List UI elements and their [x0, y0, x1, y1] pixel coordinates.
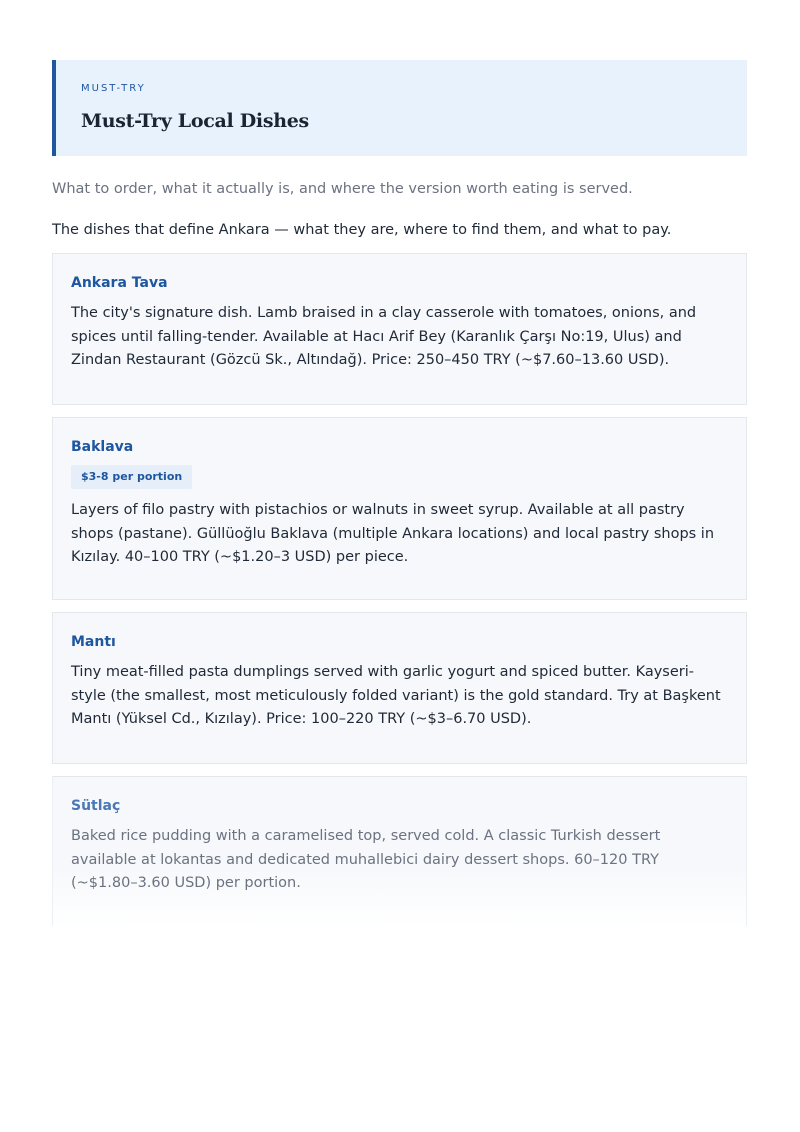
dish-card-baklava — [52, 417, 747, 600]
dish-card-sutlac — [52, 776, 747, 926]
page-title: Must-Try Local Dishes — [81, 110, 309, 132]
price-badge: $3-8 per portion — [71, 465, 192, 489]
dish-name: Ankara Tava — [71, 275, 168, 291]
section-header — [52, 60, 747, 156]
page-subtitle: What to order, what it actually is, and where the version worth eating is served. — [52, 181, 633, 197]
section-kicker: MUST-TRY — [81, 83, 146, 94]
dish-card-manti — [52, 612, 747, 764]
dish-card-ankara-tava — [52, 253, 747, 405]
page — [52, 60, 747, 240]
dish-description: Baked rice pudding with a caramelised top, served cold. A classic Turkish dessert available at lokantas and dedicated muhallebici dairy dessert shops. 60–120 TRY (~$1.80–3.60 USD) per portion. — [71, 828, 661, 891]
intro-text: The dishes that define Ankara — what they are, where to find them, and what to pay. — [52, 222, 672, 238]
dish-name: Mantı — [71, 634, 116, 650]
dish-name: Baklava — [71, 439, 134, 455]
dish-description: The city's signature dish. Lamb braised in a clay casserole with tomatoes, onions, and spices until falling-tender. Available at Hacı Arif Bey (Karanlık Çarşı No:19, Ulus) and Zindan Restaurant (Gözcü Sk., Altındağ). Price: 250–450 TRY (~$7.60–13.60 USD). — [71, 305, 697, 368]
dish-name: Sütlaç — [71, 798, 121, 814]
dish-description: Layers of filo pastry with pistachios or walnuts in sweet syrup. Available at all pastry shops (pastane). Güllüoğlu Baklava (multiple Ankara locations) and local pastry shops in Kızılay. 40–100 TRY (~$1.20–3 USD) per piece. — [71, 502, 715, 565]
dish-description: Tiny meat-filled pasta dumplings served with garlic yogurt and spiced butter. Kayseri-style (the smallest, most meticulously folded variant) is the gold standard. Try at Başkent Mantı (Yüksel Cd., Kızılay). Price: 100–220 TRY (~$3–6.70 USD). — [71, 664, 721, 727]
